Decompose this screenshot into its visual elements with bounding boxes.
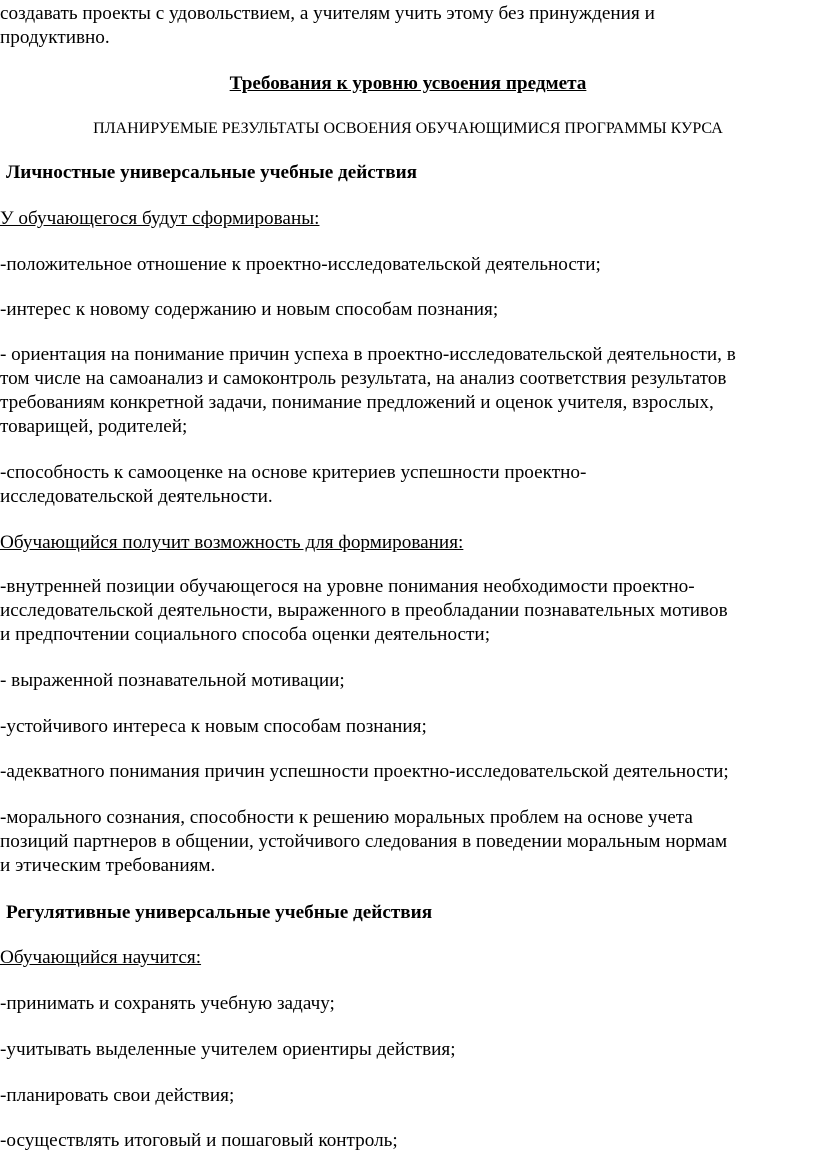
intro-paragraph [0,2,816,50]
regulatory-item [0,1038,816,1062]
personal-heading: Личностные универсальные учебные действия [6,162,418,183]
regulatory-item [0,992,816,1016]
regulatory-item [0,1084,816,1108]
text-line: и этическим требованиям. [0,855,216,876]
underlined-label: Обучающийся научится: [0,947,202,968]
text-line: -принимать и сохранять учебную задачу; [0,993,335,1014]
text-line: -учитывать выделенные учителем ориентиры действия; [0,1039,456,1060]
text-line: -планировать свои действия; [0,1085,235,1106]
text-line: -внутренней позиции обучающегося на уровне понимания необходимости проектно- [0,576,695,597]
text-line: -интерес к новому содержанию и новым способам познания; [0,299,499,320]
text-line: позиций партнеров в общении, устойчивого следования в поведении моральным нормам [0,831,728,852]
personal-item [0,715,816,739]
personal-item [0,806,816,878]
text-line: создавать проекты с удовольствием, а учителям учить этому без принуждения и [0,3,655,24]
text-line: исследовательской деятельности, выраженного в преобладании познавательных мотивов [0,600,728,621]
underlined-label: Обучающийся получит возможность для формирования: [0,532,464,553]
section-title [0,72,816,96]
text-line: продуктивно. [0,27,110,48]
text-line: требованиям конкретной задачи, понимание предложений и оценок учителя, взрослых, [0,392,714,413]
personal-item [0,760,816,784]
text-line: -осуществлять итоговый и пошаговый контроль; [0,1130,398,1151]
underlined-label: У обучающегося будут сформированы: [0,208,320,229]
results-subtitle: ПЛАНИРУЕМЫЕ РЕЗУЛЬТАТЫ ОСВОЕНИЯ ОБУЧАЮЩИМИСЯ ПРОГРАММЫ КУРСА [93,120,723,137]
text-line: исследовательской деятельности. [0,486,273,507]
personal-item [0,343,816,439]
regulatory-heading: Регулятивные универсальные учебные действия [6,902,433,923]
regulatory-learn-label [0,946,816,970]
text-line: - ориентация на понимание причин успеха в проектно-исследовательской деятельности, в [0,344,736,365]
personal-item [0,575,816,647]
personal-item [0,669,816,693]
text-line: том числе на самоанализ и самоконтроль результата, на анализ соответствия результатов [0,368,727,389]
regulatory-item [0,1129,816,1153]
personal-item [0,253,816,277]
personal-item [0,461,816,509]
personal-item [0,298,816,322]
section-title-text: Требования к уровню усвоения предмета [229,73,587,94]
text-line: -морального сознания, способности к решению моральных проблем на основе учета [0,807,693,828]
text-line: - выраженной познавательной мотивации; [0,670,345,691]
text-line: -адекватного понимания причин успешности проектно-исследовательской деятельности; [0,761,729,782]
text-line: товарищей, родителей; [0,416,188,437]
text-line: -положительное отношение к проектно-исследовательской деятельности; [0,254,601,275]
text-line: -устойчивого интереса к новым способам познания; [0,716,427,737]
personal-opportunity-label [0,531,816,555]
text-line: -способность к самооценке на основе критериев успешности проектно- [0,462,587,483]
personal-formed-label [0,207,816,231]
text-line: и предпочтении социального способа оценки деятельности; [0,624,491,645]
